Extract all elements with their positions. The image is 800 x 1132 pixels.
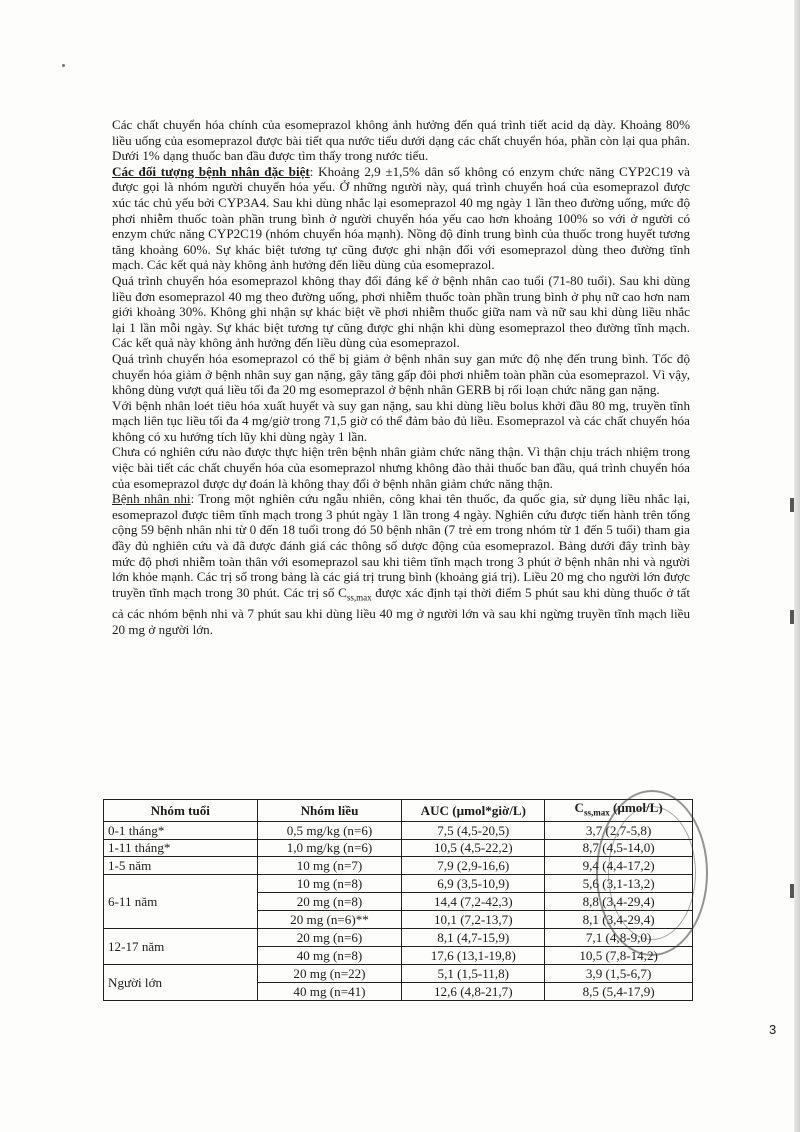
cell-dose: 40 mg (n=41)	[257, 982, 402, 1000]
header-css-max	[545, 800, 693, 822]
table-row	[104, 964, 693, 982]
cell-age: 12-17 năm	[104, 928, 258, 964]
cell-dose: 10 mg (n=8)	[257, 875, 402, 893]
cell-auc: 7,5 (4,5-20,5)	[402, 821, 545, 839]
exposure-table	[103, 799, 693, 1001]
cell-auc: 5,1 (1,5-11,8)	[402, 964, 545, 982]
cell-dose: 0,5 mg/kg (n=6)	[257, 821, 402, 839]
table-row	[104, 857, 693, 875]
special-populations-text: : Khoảng 2,9 ±1,5% dân số không có enzym chức năng CYP2C19 và được gọi là nhóm người chuyển hóa yếu. Ở những người này, quá trình chuyển hoá của esomeprazol được xúc tác chủ yếu bởi CYP3A4. Sau khi dùng nhắc lại esomeprazol 40 mg ngày 1 lần theo đường uống, mức độ phơi nhiễm thuốc toàn phần trung bình ở người chuyển hóa yếu cao hơn khoảng 100% so với ở người có enzym chức năng CYP2C19 (nhóm chuyển hóa mạnh). Nồng độ đỉnh trung bình của thuốc trong huyết tương tăng khoảng 60%. Sự khác biệt tương tự cũng được ghi nhận đối với esomeprazol dùng theo đường tĩnh mạch. Các kết quả này không ảnh hưởng đến liều dùng của esomeprazol.	[112, 163, 690, 273]
cell-css: 8,1 (3,4-29,4)	[545, 911, 693, 929]
cell-dose: 40 mg (n=8)	[257, 946, 402, 964]
page-number: 3	[769, 1022, 777, 1037]
paragraph-elderly: Quá trình chuyển hóa esomeprazol không thay đổi đáng kể ở bệnh nhân cao tuổi (71-80 tuổi). Sau khi dùng liều đơn esomeprazol 40 mg theo đường uống, phơi nhiễm thuốc toàn phần trung bình ở phụ nữ cao hơn nam giới khoảng 30%. Không ghi nhận sự khác biệt về phơi nhiễm thuốc giữa nam và nữ sau khi dùng liều nhắc lại 1 lần mỗi ngày. Sự khác biệt tương tự cũng được ghi nhận khi dùng esomeprazol theo đường tĩnh mạch. Các kết quả này không ảnh hưởng đến liều dùng của esomeprazol.	[112, 272, 690, 351]
cell-age: 1-5 năm	[104, 857, 258, 875]
cell-css: 3,9 (1,5-6,7)	[545, 964, 693, 982]
edge-mark	[790, 610, 794, 624]
table-row	[104, 928, 693, 946]
cell-css: 3,7 (2,7-5,8)	[545, 821, 693, 839]
scan-artifact-dot	[62, 64, 65, 67]
cell-css: 8,7 (4,5-14,0)	[545, 839, 693, 857]
table-row	[104, 875, 693, 893]
paragraph-pediatric	[112, 491, 690, 637]
cell-dose: 20 mg (n=22)	[257, 964, 402, 982]
header-css-unit: (µmol/L)	[609, 800, 663, 815]
cell-dose: 20 mg (n=8)	[257, 893, 402, 911]
cell-auc: 10,5 (4,5-22,2)	[402, 839, 545, 857]
cell-auc: 12,6 (4,8-21,7)	[402, 982, 545, 1000]
cell-css: 5,6 (3,1-13,2)	[545, 875, 693, 893]
pediatric-tail: được xác định tại thời điểm 5 phút sau khi dùng thuốc ở tất cả các nhóm bệnh nhi và 7 phút sau khi dùng liều 40 mg ở người lớn và sau khi ngừng truyền tĩnh mạch liều 20 mg ở người lớn.	[112, 584, 690, 637]
cell-auc: 14,4 (7,2-42,3)	[402, 893, 545, 911]
table-row	[104, 821, 693, 839]
cell-dose: 10 mg (n=7)	[257, 857, 402, 875]
cell-age: Người lớn	[104, 964, 258, 1000]
paragraph-bleeding-ulcer: Với bệnh nhân loét tiêu hóa xuất huyết và suy gan nặng, sau khi dùng liều bolus khởi đầu 80 mg, truyền tĩnh mạch liên tục liều tối đa 4 mg/giờ trong 71,5 giờ có thể đảm bảo đủ liều. Esomeprazol và các chất chuyển hóa không có xu hướng tích lũy khi dùng ngày 1 lần.	[112, 397, 690, 444]
special-populations-heading: Các đối tượng bệnh nhân đặc biệt	[112, 163, 310, 179]
edge-mark	[790, 884, 794, 898]
paragraph-special-populations	[112, 164, 690, 273]
cell-css: 7,1 (4,8-9,0)	[545, 928, 693, 946]
cell-age: 6-11 năm	[104, 875, 258, 929]
paragraph-hepatic: Quá trình chuyển hóa esomeprazol có thể bị giảm ở bệnh nhân suy gan mức độ nhẹ đến trung bình. Tốc độ chuyển hóa giảm ở bệnh nhân suy gan nặng, gây tăng gấp đôi phơi nhiễm toàn phần của esomeprazol. Vì vậy, không dùng vượt quá liều tối đa 20 mg esomeprazol ở bệnh nhân GERB bị rối loạn chức năng gan nặng.	[112, 350, 690, 398]
header-css-subscript: ss,max	[583, 807, 610, 818]
header-dose-group: Nhóm liều	[257, 800, 402, 822]
cell-dose: 20 mg (n=6)**	[257, 911, 402, 929]
cell-auc: 10,1 (7,2-13,7)	[402, 911, 545, 929]
table-row	[104, 839, 693, 857]
cell-auc: 8,1 (4,7-15,9)	[402, 928, 545, 946]
pediatric-heading: Bệnh nhân nhi	[112, 491, 191, 507]
page-edge-shadow	[794, 0, 800, 1132]
header-auc: AUC (µmol*giờ/L)	[402, 800, 545, 822]
cell-auc: 6,9 (3,5-10,9)	[402, 875, 545, 893]
cell-css: 9,4 (4,4-17,2)	[545, 857, 693, 875]
cell-css: 8,8 (3,4-29,4)	[545, 893, 693, 911]
cell-age: 1-11 tháng*	[104, 839, 258, 857]
cell-age: 0-1 tháng*	[104, 821, 258, 839]
document-body	[112, 117, 690, 637]
css-symbol: C	[338, 584, 347, 600]
edge-mark	[790, 498, 794, 512]
cell-auc: 7,9 (2,9-16,6)	[402, 857, 545, 875]
header-css-symbol: C	[574, 800, 584, 815]
table-header-row	[104, 800, 693, 822]
cell-dose: 1,0 mg/kg (n=6)	[257, 839, 402, 857]
pediatric-text: : Trong một nghiên cứu ngẫu nhiên, công khai tên thuốc, đa quốc gia, sử dụng liều nhắc lại, esomeprazol được tiêm tĩnh mạch trong 3 phút ngày 1 lần trong 4 ngày. Nghiên cứu được tiến hành trên tổng cộng 59 bệnh nhân nhi từ 0 đến 18 tuổi trong đó 50 bệnh nhân (7 trẻ em trong nhóm từ 1 đến 5 tuổi) tham gia đầy đủ nghiên cứu và đã được đánh giá các thông số dược động của esomeprazol. Bảng dưới đây trình bày mức độ phơi nhiễm toàn thân với esomeprazol sau khi tiêm tĩnh mạch trong 3 phút ở bệnh nhân nhi và người lớn khỏe mạnh. Các trị số trong bảng là các giá trị trung bình (khoảng giá trị). Liều 20 mg cho người lớn được truyền tĩnh mạch trong 30 phút. Các trị số	[112, 491, 691, 600]
paragraph-renal: Chưa có nghiên cứu nào được thực hiện trên bệnh nhân giảm chức năng thận. Vì thận chịu trách nhiệm trong việc bài tiết các chất chuyển hóa của esomeprazol nhưng không đào thải thuốc ban đầu, quá trình chuyển hóa của esomeprazol được dự đoán là không thay đổi ở bệnh nhân giảm chức năng thận.	[112, 444, 690, 491]
cell-dose: 20 mg (n=6)	[257, 928, 402, 946]
cell-css: 8,5 (5,4-17,9)	[545, 982, 693, 1000]
paragraph-metabolites: Các chất chuyển hóa chính của esomeprazol không ảnh hưởng đến quá trình tiết acid dạ dày. Khoảng 80% liều uống của esomeprazol được bài tiết qua nước tiểu dưới dạng các chất chuyển hóa, phần còn lại qua phân. Dưới 1% dạng thuốc ban đầu được tìm thấy trong nước tiểu.	[112, 117, 690, 164]
css-subscript: ss,max	[346, 592, 372, 603]
cell-auc: 17,6 (13,1-19,8)	[402, 946, 545, 964]
header-age-group: Nhóm tuổi	[104, 800, 258, 822]
cell-css: 10,5 (7,8-14,2)	[545, 946, 693, 964]
